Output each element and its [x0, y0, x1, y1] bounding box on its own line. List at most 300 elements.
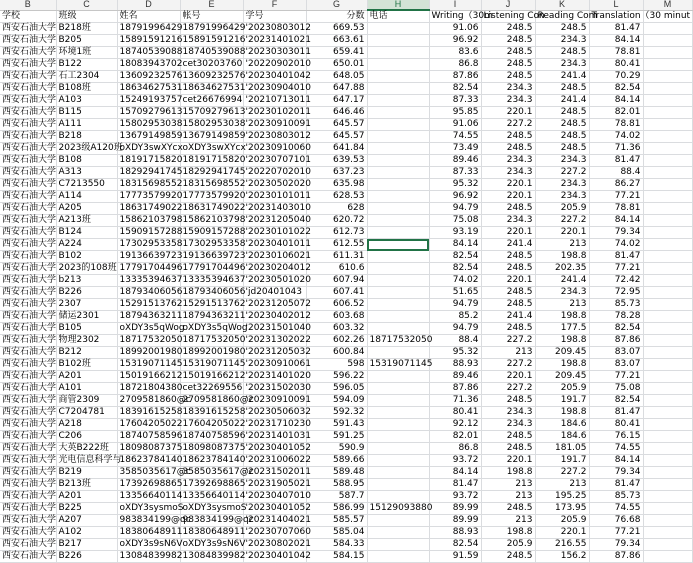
cell-m[interactable]	[643, 59, 692, 71]
cell-c[interactable]: B218	[56, 131, 117, 143]
cell-d[interactable]: oXDY3s5qWog	[117, 323, 180, 335]
cell-h[interactable]	[367, 287, 429, 299]
cell-k[interactable]: 213	[535, 479, 589, 491]
cell-e[interactable]: 18292941745	[180, 167, 243, 179]
cell-h[interactable]	[367, 251, 429, 263]
cell-k[interactable]: 241.4	[535, 71, 589, 83]
cell-e[interactable]: 15802953038	[180, 119, 243, 131]
cell-b[interactable]: 西安石油大学	[2, 287, 57, 297]
cell-i[interactable]: 51.65	[429, 287, 481, 299]
cell-j[interactable]: 234.3	[481, 407, 535, 419]
cell-e[interactable]: oXDY3sysmoS	[180, 503, 243, 515]
cell-e[interactable]: 15291513762	[180, 299, 243, 311]
cell-b[interactable]: 西安石油大学	[2, 347, 57, 357]
cell-b[interactable]: 西安石油大学	[2, 131, 57, 141]
cell-k[interactable]: 191.7	[535, 455, 589, 467]
cell-g[interactable]: 612.73	[306, 227, 367, 239]
cell-k[interactable]: 234.3	[535, 59, 589, 71]
cell-b[interactable]: 西安石油大学	[2, 431, 57, 441]
cell-h[interactable]: 电话	[367, 10, 429, 23]
cell-i[interactable]: 93.72	[429, 455, 481, 467]
cell-l[interactable]: 80.41	[589, 419, 643, 431]
cell-c[interactable]: 商管2309	[56, 395, 117, 407]
cell-k[interactable]: 209.45	[535, 371, 589, 383]
cell-j[interactable]: 227.2	[481, 335, 535, 347]
cell-d[interactable]: 18793406056	[117, 287, 180, 299]
cell-l[interactable]: 72.42	[589, 275, 643, 287]
cell-b[interactable]: 西安石油大学	[2, 407, 57, 417]
cell-b[interactable]: 西安石油大学	[2, 47, 57, 57]
cell-h[interactable]: 15129093880	[367, 503, 429, 515]
column-header-d[interactable]: D	[117, 0, 180, 10]
cell-h[interactable]	[367, 179, 429, 191]
cell-f[interactable]: '20231302022	[243, 335, 306, 347]
cell-k[interactable]: 177.5	[535, 323, 589, 335]
cell-d[interactable]: 18292941745	[117, 167, 180, 179]
cell-e[interactable]: 18315698552	[180, 179, 243, 191]
cell-j[interactable]: 248.5	[481, 323, 535, 335]
cell-g[interactable]: 645.57	[306, 131, 367, 143]
cell-j[interactable]: 227.2	[481, 383, 535, 395]
cell-f[interactable]: '20230401042	[243, 71, 306, 83]
cell-b[interactable]: 西安石油大学	[2, 215, 57, 225]
cell-l[interactable]: 82.01	[589, 107, 643, 119]
cell-c[interactable]: B205	[56, 35, 117, 47]
cell-g[interactable]: 611.31	[306, 251, 367, 263]
cell-k[interactable]: 248.5	[535, 131, 589, 143]
cell-m[interactable]	[643, 95, 692, 107]
cell-l[interactable]: 79.34	[589, 467, 643, 479]
cell-j[interactable]: 248.5	[481, 395, 535, 407]
cell-k[interactable]: 191.7	[535, 395, 589, 407]
cell-d[interactable]: 983834199@qc	[117, 515, 180, 527]
cell-g[interactable]: 591.43	[306, 419, 367, 431]
cell-e[interactable]: 17791704496	[180, 263, 243, 275]
cell-e[interactable]: 13335394637	[180, 275, 243, 287]
cell-k[interactable]: 248.5	[535, 23, 589, 35]
cell-c[interactable]: B212	[56, 347, 117, 359]
cell-i[interactable]: 75.08	[429, 215, 481, 227]
cell-e[interactable]: cet26676994	[180, 95, 243, 107]
cell-i[interactable]: 91.59	[429, 551, 481, 563]
cell-k[interactable]: 209.45	[535, 347, 589, 359]
cell-j[interactable]: 248.5	[481, 203, 535, 215]
cell-l[interactable]: 81.47	[589, 479, 643, 491]
cell-h[interactable]	[367, 71, 429, 83]
cell-l[interactable]: Translation（30 minut	[589, 10, 643, 23]
cell-g[interactable]: 596.22	[306, 371, 367, 383]
cell-m[interactable]	[643, 419, 692, 431]
cell-f[interactable]: '20230101022	[243, 227, 306, 239]
column-header-f[interactable]: F	[243, 0, 306, 10]
cell-i[interactable]: 94.79	[429, 203, 481, 215]
cell-i[interactable]: 74.02	[429, 275, 481, 287]
cell-f[interactable]: '20230401042	[243, 551, 306, 563]
cell-b[interactable]: 西安石油大学	[2, 83, 57, 93]
cell-m[interactable]	[643, 503, 692, 515]
cell-l[interactable]: 82.54	[589, 323, 643, 335]
cell-j[interactable]: 220.1	[481, 191, 535, 203]
cell-e[interactable]: 18391615258	[180, 407, 243, 419]
cell-h[interactable]	[367, 371, 429, 383]
cell-e[interactable]: 3585035617@c	[180, 467, 243, 479]
cell-c[interactable]: A313	[56, 167, 117, 179]
cell-k[interactable]: 220.1	[535, 527, 589, 539]
cell-b[interactable]: 西安石油大学	[2, 359, 57, 369]
cell-j[interactable]: 234.3	[481, 215, 535, 227]
cell-l[interactable]: 80.41	[589, 59, 643, 71]
cell-h[interactable]	[367, 527, 429, 539]
cell-k[interactable]: 181.05	[535, 443, 589, 455]
cell-f[interactable]: '20230904010	[243, 83, 306, 95]
cell-j[interactable]: 241.4	[481, 311, 535, 323]
cell-b[interactable]: 西安石油大学	[2, 107, 57, 117]
cell-e[interactable]: 15909157288	[180, 227, 243, 239]
cell-m[interactable]	[643, 311, 692, 323]
cell-c[interactable]: A103	[56, 95, 117, 107]
cell-e[interactable]: 13356640114	[180, 491, 243, 503]
cell-l[interactable]: 78.81	[589, 119, 643, 131]
cell-h[interactable]	[367, 551, 429, 563]
cell-l[interactable]: 86.27	[589, 179, 643, 191]
cell-h[interactable]	[367, 491, 429, 503]
cell-e[interactable]: 18793406056	[180, 287, 243, 299]
cell-m[interactable]	[643, 23, 692, 35]
cell-k[interactable]: 248.5	[535, 47, 589, 59]
cell-b[interactable]: 西安石油大学	[2, 311, 57, 321]
cell-c[interactable]: 班级	[56, 10, 117, 23]
cell-g[interactable]: 585.04	[306, 527, 367, 539]
cell-c[interactable]: B218班	[56, 23, 117, 35]
cell-f[interactable]: '20230910060	[243, 143, 306, 155]
column-header-g[interactable]: G	[306, 0, 367, 10]
cell-h[interactable]	[367, 107, 429, 119]
cell-d[interactable]: 18380648911	[117, 527, 180, 539]
cell-m[interactable]	[643, 443, 692, 455]
cell-k[interactable]: 173.95	[535, 503, 589, 515]
cell-k[interactable]: 248.5	[535, 119, 589, 131]
cell-d[interactable]: 17604205022	[117, 419, 180, 431]
cell-l[interactable]: 79.34	[589, 227, 643, 239]
cell-m[interactable]	[643, 215, 692, 227]
cell-k[interactable]: 241.4	[535, 95, 589, 107]
cell-e[interactable]: 17773579920	[180, 191, 243, 203]
cell-e[interactable]: 18634627531	[180, 83, 243, 95]
cell-e[interactable]: 15862103798	[180, 215, 243, 227]
cell-d[interactable]: 17392698865	[117, 479, 180, 491]
cell-i[interactable]: 82.54	[429, 539, 481, 551]
cell-l[interactable]: 81.47	[589, 251, 643, 263]
cell-j[interactable]: 248.5	[481, 287, 535, 299]
cell-i[interactable]: 93.19	[429, 227, 481, 239]
cell-k[interactable]: 234.3	[535, 191, 589, 203]
cell-m[interactable]	[643, 83, 692, 95]
cell-h[interactable]	[367, 203, 429, 215]
cell-d[interactable]: 13335394637	[117, 275, 180, 287]
cell-d[interactable]: oXDY3swXYcx	[117, 143, 180, 155]
cell-e[interactable]: 18631749022	[180, 203, 243, 215]
cell-g[interactable]: 637.23	[306, 167, 367, 179]
cell-k[interactable]: 184.6	[535, 419, 589, 431]
cell-d[interactable]: 15862103798	[117, 215, 180, 227]
cell-c[interactable]: A201	[56, 491, 117, 503]
cell-c[interactable]: 石工2304	[56, 71, 117, 83]
cell-i[interactable]: 87.86	[429, 383, 481, 395]
cell-g[interactable]: 610.6	[306, 263, 367, 275]
cell-b[interactable]: 西安石油大学	[2, 155, 57, 165]
cell-j[interactable]: 220.1	[481, 227, 535, 239]
cell-h[interactable]	[367, 131, 429, 143]
cell-f[interactable]: '20231404021	[243, 515, 306, 527]
cell-g[interactable]: 603.68	[306, 311, 367, 323]
cell-e[interactable]: oXDY3s5qWog	[180, 323, 243, 335]
cell-i[interactable]: 91.06	[429, 23, 481, 35]
cell-d[interactable]: 18791996429	[117, 23, 180, 35]
cell-d[interactable]: 18717532050	[117, 335, 180, 347]
cell-g[interactable]: 607.41	[306, 287, 367, 299]
cell-f[interactable]: '20231205072	[243, 299, 306, 311]
cell-f[interactable]: '20230101011	[243, 191, 306, 203]
cell-c[interactable]: A218	[56, 419, 117, 431]
cell-b[interactable]: 西安石油大学	[2, 191, 57, 201]
cell-h[interactable]	[367, 239, 429, 251]
cell-e[interactable]: 18740539088	[180, 47, 243, 59]
cell-k[interactable]: 234.3	[535, 155, 589, 167]
cell-k[interactable]: 198.8	[535, 407, 589, 419]
cell-k[interactable]: 227.2	[535, 167, 589, 179]
cell-b[interactable]: 西安石油大学	[2, 179, 57, 189]
cell-b[interactable]: 西安石油大学	[2, 251, 57, 261]
cell-g[interactable]: 584.33	[306, 539, 367, 551]
cell-f[interactable]: '20230407010	[243, 491, 306, 503]
cell-l[interactable]: 87.86	[589, 551, 643, 563]
cell-c[interactable]: A205	[56, 203, 117, 215]
cell-l[interactable]: 84.14	[589, 215, 643, 227]
cell-m[interactable]	[643, 359, 692, 371]
cell-f[interactable]: '20220902010	[243, 59, 306, 71]
cell-d[interactable]: 18623784140	[117, 455, 180, 467]
cell-c[interactable]: B108班	[56, 83, 117, 95]
cell-k[interactable]: 227.2	[535, 467, 589, 479]
cell-b[interactable]: 西安石油大学	[2, 323, 57, 333]
cell-i[interactable]: 86.8	[429, 59, 481, 71]
cell-f[interactable]: '20231205032	[243, 347, 306, 359]
cell-k[interactable]: 220.1	[535, 227, 589, 239]
cell-j[interactable]: 241.4	[481, 239, 535, 251]
cell-h[interactable]	[367, 167, 429, 179]
cell-h[interactable]	[367, 119, 429, 131]
cell-e[interactable]: cet30203760	[180, 59, 243, 71]
cell-m[interactable]	[643, 119, 692, 131]
cell-f[interactable]: '20230502020	[243, 179, 306, 191]
cell-h[interactable]	[367, 515, 429, 527]
cell-f[interactable]: '20231403010	[243, 203, 306, 215]
cell-h[interactable]	[367, 431, 429, 443]
cell-e[interactable]: 19136639723	[180, 251, 243, 263]
cell-h[interactable]	[367, 479, 429, 491]
cell-l[interactable]: 78.81	[589, 47, 643, 59]
column-header-e[interactable]: E	[180, 0, 243, 10]
cell-i[interactable]: 91.06	[429, 119, 481, 131]
cell-b[interactable]: 西安石油大学	[2, 419, 57, 429]
cell-c[interactable]: C7204781	[56, 407, 117, 419]
cell-e[interactable]: 983834199@qc	[180, 515, 243, 527]
cell-k[interactable]: 234.3	[535, 35, 589, 47]
cell-e[interactable]: 2709581860@c	[180, 395, 243, 407]
cell-j[interactable]: 234.3	[481, 95, 535, 107]
cell-d[interactable]: 17302953358	[117, 239, 180, 251]
cell-b[interactable]: 西安石油大学	[2, 167, 57, 177]
cell-m[interactable]	[643, 191, 692, 203]
cell-k[interactable]: 184.6	[535, 431, 589, 443]
cell-j[interactable]: 248.5	[481, 143, 535, 155]
cell-i[interactable]: 87.33	[429, 167, 481, 179]
cell-k[interactable]: 198.8	[535, 335, 589, 347]
cell-g[interactable]: 607.94	[306, 275, 367, 287]
cell-c[interactable]: B225	[56, 503, 117, 515]
cell-e[interactable]: 17302953358	[180, 239, 243, 251]
cell-i[interactable]: 95.32	[429, 179, 481, 191]
cell-k[interactable]: 227.2	[535, 215, 589, 227]
cell-l[interactable]: 78.28	[589, 311, 643, 323]
cell-d[interactable]: 18794363211	[117, 311, 180, 323]
cell-g[interactable]: 628	[306, 203, 367, 215]
cell-c[interactable]: b213	[56, 275, 117, 287]
cell-l[interactable]: 85.73	[589, 299, 643, 311]
cell-j[interactable]: 220.1	[481, 275, 535, 287]
cell-l[interactable]: 81.47	[589, 23, 643, 35]
cell-m[interactable]	[643, 287, 692, 299]
cell-l[interactable]: 85.73	[589, 491, 643, 503]
cell-l[interactable]: 81.47	[589, 155, 643, 167]
cell-c[interactable]: 环境1班	[56, 47, 117, 59]
cell-c[interactable]: B217	[56, 539, 117, 551]
cell-i[interactable]: 88.4	[429, 335, 481, 347]
cell-i[interactable]: 96.92	[429, 191, 481, 203]
cell-l[interactable]: 84.14	[589, 455, 643, 467]
column-header-j[interactable]: J	[481, 0, 535, 10]
cell-j[interactable]: 248.5	[481, 47, 535, 59]
cell-b[interactable]: 西安石油大学	[2, 491, 57, 501]
cell-d[interactable]: oXDY3s9sN6V	[117, 539, 180, 551]
cell-d[interactable]: 18634627531	[117, 83, 180, 95]
cell-e[interactable]: 18380648911	[180, 527, 243, 539]
cell-f[interactable]: '20230204012	[243, 263, 306, 275]
cell-e[interactable]: oXDY3swXYcx	[180, 143, 243, 155]
cell-k[interactable]: 248.5	[535, 83, 589, 95]
cell-f[interactable]: '20230910061	[243, 359, 306, 371]
cell-g[interactable]: 663.61	[306, 35, 367, 47]
cell-f[interactable]: '20230402012	[243, 311, 306, 323]
cell-f[interactable]: '20230102011	[243, 107, 306, 119]
cell-l[interactable]: 77.21	[589, 527, 643, 539]
cell-m[interactable]	[643, 167, 692, 179]
cell-i[interactable]: 89.46	[429, 155, 481, 167]
cell-h[interactable]	[367, 299, 429, 311]
cell-i[interactable]: 96.92	[429, 35, 481, 47]
cell-k[interactable]: 248.5	[535, 107, 589, 119]
cell-m[interactable]	[643, 455, 692, 467]
cell-m[interactable]	[643, 371, 692, 383]
cell-k[interactable]: 198.8	[535, 311, 589, 323]
cell-e[interactable]: 15319071145	[180, 359, 243, 371]
cell-f[interactable]: '20230802021	[243, 539, 306, 551]
cell-g[interactable]: 669.53	[306, 23, 367, 35]
cell-f[interactable]: '20230303011	[243, 47, 306, 59]
cell-k[interactable]: 205.9	[535, 515, 589, 527]
cell-l[interactable]: 77.21	[589, 371, 643, 383]
cell-b[interactable]: 西安石油大学	[2, 239, 57, 249]
cell-f[interactable]: '20230506032	[243, 407, 306, 419]
cell-h[interactable]	[367, 383, 429, 395]
cell-k[interactable]: 156.2	[535, 551, 589, 563]
cell-i[interactable]: 86.8	[429, 443, 481, 455]
cell-f[interactable]: '20231502030	[243, 383, 306, 395]
cell-i[interactable]: 83.6	[429, 47, 481, 59]
cell-h[interactable]	[367, 263, 429, 275]
cell-i[interactable]: 74.55	[429, 131, 481, 143]
cell-i[interactable]: Writing（30m	[429, 10, 481, 23]
cell-j[interactable]: Listening Con	[481, 10, 535, 23]
cell-g[interactable]: 588.95	[306, 479, 367, 491]
cell-d[interactable]: 15291513762	[117, 299, 180, 311]
cell-m[interactable]	[643, 323, 692, 335]
cell-i[interactable]: 82.01	[429, 431, 481, 443]
cell-m[interactable]	[643, 239, 692, 251]
cell-c[interactable]: C7213550	[56, 179, 117, 191]
cell-m[interactable]	[643, 203, 692, 215]
cell-i[interactable]: 88.93	[429, 527, 481, 539]
column-header-k[interactable]: K	[535, 0, 589, 10]
cell-i[interactable]: 82.54	[429, 263, 481, 275]
cell-h[interactable]	[367, 47, 429, 59]
column-header-c[interactable]: C	[56, 0, 117, 10]
cell-b[interactable]: 西安石油大学	[2, 203, 57, 213]
cell-m[interactable]	[643, 467, 692, 479]
cell-k[interactable]: 195.25	[535, 491, 589, 503]
cell-m[interactable]	[643, 395, 692, 407]
cell-c[interactable]: 2307	[56, 299, 117, 311]
cell-c[interactable]: 物理2302	[56, 335, 117, 347]
cell-d[interactable]: 18740539088	[117, 47, 180, 59]
cell-f[interactable]: '20230707101	[243, 155, 306, 167]
cell-j[interactable]: 248.5	[481, 431, 535, 443]
cell-c[interactable]: 2023的108班	[56, 263, 117, 275]
cell-g[interactable]: 641.84	[306, 143, 367, 155]
cell-f[interactable]: '20231401021	[243, 35, 306, 47]
cell-b[interactable]: 西安石油大学	[2, 455, 57, 465]
cell-i[interactable]: 94.79	[429, 323, 481, 335]
cell-d[interactable]: 19136639723	[117, 251, 180, 263]
cell-f[interactable]: '20230803012	[243, 23, 306, 35]
cell-h[interactable]	[367, 443, 429, 455]
cell-b[interactable]: 西安石油大学	[2, 467, 57, 477]
cell-e[interactable]: cet32269556	[180, 383, 243, 395]
cell-k[interactable]: 205.9	[535, 203, 589, 215]
cell-m[interactable]	[643, 515, 692, 527]
cell-c[interactable]: B124	[56, 227, 117, 239]
cell-m[interactable]	[643, 179, 692, 191]
cell-j[interactable]: 213	[481, 347, 535, 359]
cell-h[interactable]	[367, 419, 429, 431]
cell-d[interactable]: 18083943702	[117, 59, 180, 71]
cell-d[interactable]: 18721804380	[117, 383, 180, 395]
cell-m[interactable]	[643, 527, 692, 539]
cell-f[interactable]: '20231205040	[243, 215, 306, 227]
cell-c[interactable]: A224	[56, 239, 117, 251]
cell-m[interactable]	[643, 227, 692, 239]
cell-h[interactable]: 18717532050	[367, 335, 429, 347]
